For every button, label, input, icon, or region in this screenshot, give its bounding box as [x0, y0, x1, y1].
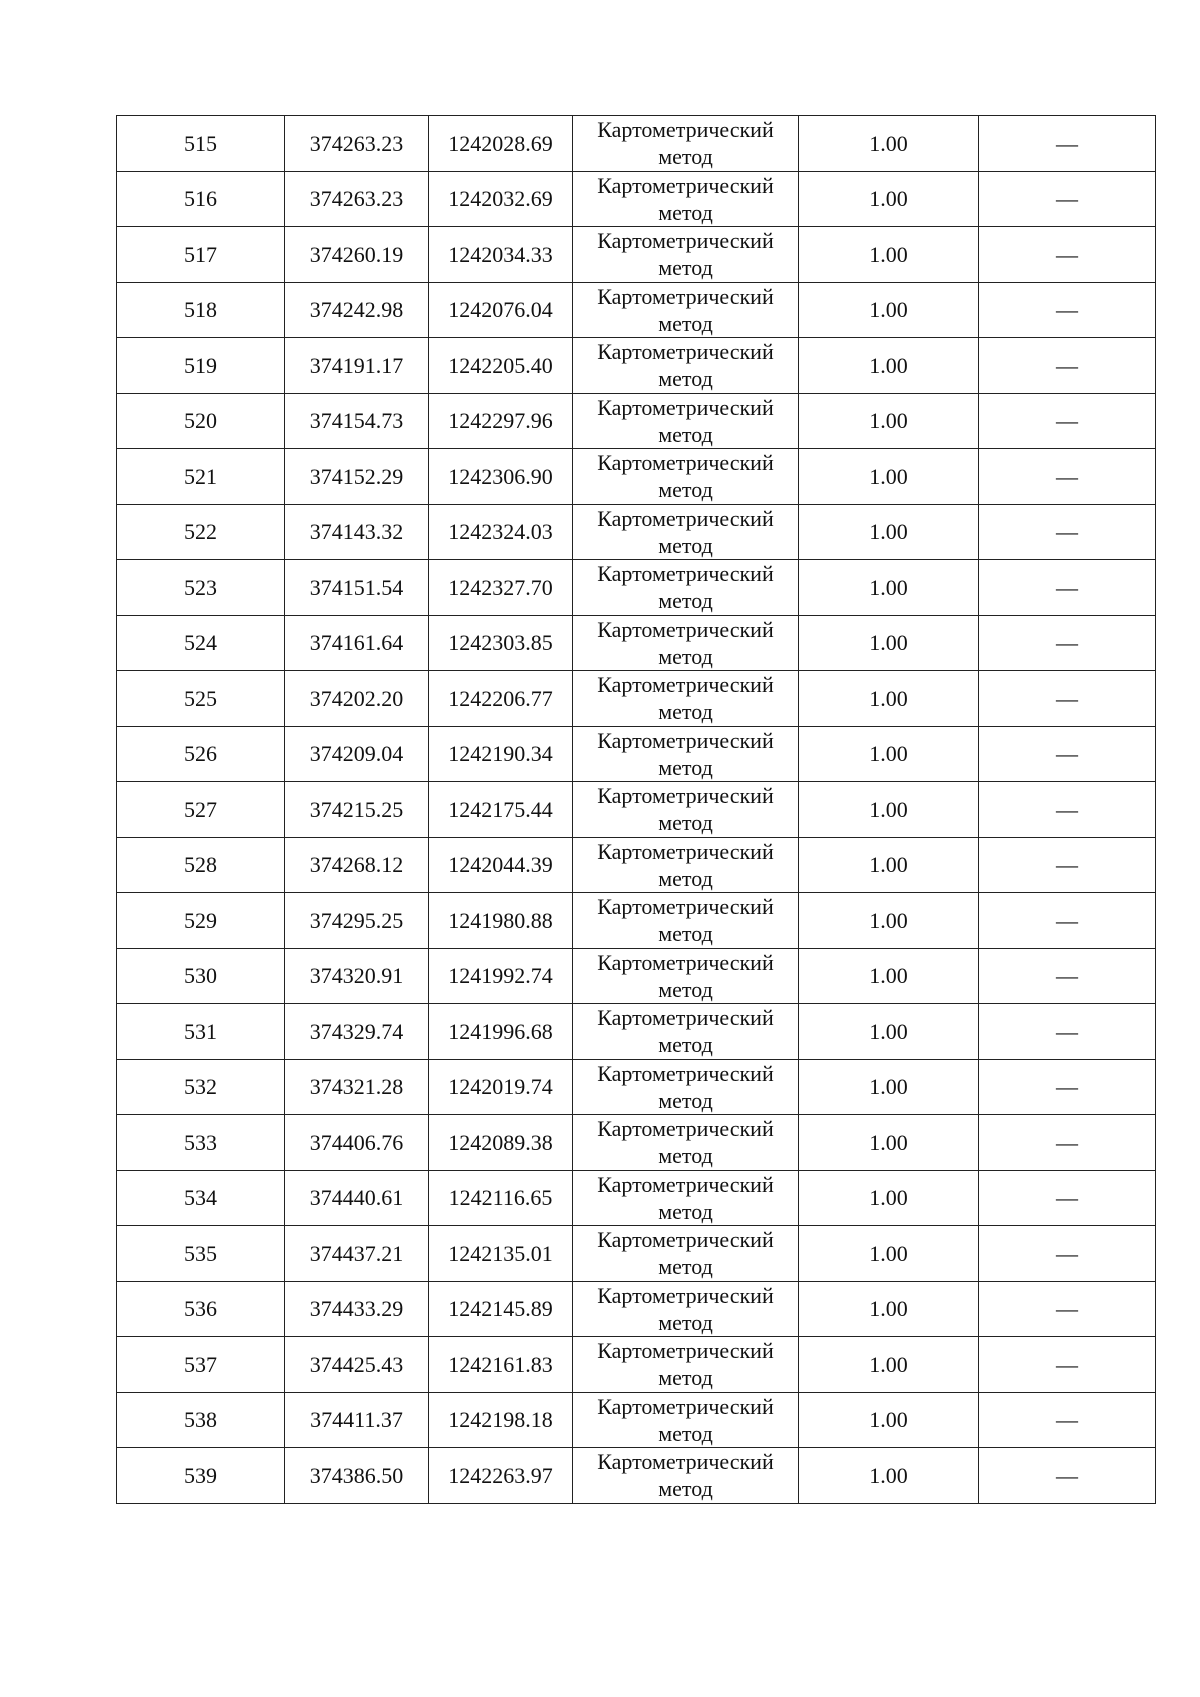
method-text-line-1: Картометрический [597, 1116, 774, 1142]
point-number-cell: 537 [117, 1337, 285, 1393]
point-number-cell: 522 [117, 504, 285, 560]
method-cell [573, 1392, 799, 1448]
accuracy-cell: 1.00 [799, 171, 979, 227]
method-text-line-2: метод [658, 255, 713, 281]
point-number-cell: 521 [117, 449, 285, 505]
method-text-line-2: метод [658, 699, 713, 725]
table-row [117, 893, 1156, 949]
method-text-line-2: метод [658, 1365, 713, 1391]
description-cell [979, 560, 1156, 616]
accuracy-cell: 1.00 [799, 615, 979, 671]
method-cell [573, 504, 799, 560]
point-number-cell: 523 [117, 560, 285, 616]
point-number-cell: 527 [117, 782, 285, 838]
y-coordinate-cell: 1242190.34 [429, 726, 573, 782]
x-coordinate-cell: 374260.19 [285, 227, 429, 283]
point-number-cell: 526 [117, 726, 285, 782]
method-text-line-1: Картометрический [597, 505, 774, 531]
accuracy-cell: 1.00 [799, 1281, 979, 1337]
y-coordinate-cell: 1242089.38 [429, 1115, 573, 1171]
description-dash: — [1056, 1240, 1078, 1266]
method-text-line-1: Картометрический [597, 394, 774, 420]
y-coordinate-cell: 1241980.88 [429, 893, 573, 949]
accuracy-cell: 1.00 [799, 726, 979, 782]
table-row [117, 615, 1156, 671]
description-dash: — [1056, 1074, 1078, 1100]
x-coordinate-cell: 374152.29 [285, 449, 429, 505]
table-row [117, 171, 1156, 227]
description-cell [979, 948, 1156, 1004]
accuracy-cell: 1.00 [799, 560, 979, 616]
table-row [117, 1115, 1156, 1171]
table-row [117, 504, 1156, 560]
description-dash: — [1056, 1462, 1078, 1488]
description-dash: — [1056, 130, 1078, 156]
point-number-cell: 525 [117, 671, 285, 727]
method-cell [573, 615, 799, 671]
description-dash: — [1056, 630, 1078, 656]
method-text-line-1: Картометрический [597, 117, 774, 143]
description-cell [979, 449, 1156, 505]
accuracy-cell: 1.00 [799, 1115, 979, 1171]
method-cell [573, 171, 799, 227]
x-coordinate-cell: 374433.29 [285, 1281, 429, 1337]
point-number-cell: 531 [117, 1004, 285, 1060]
method-text-line-2: метод [658, 643, 713, 669]
description-dash: — [1056, 685, 1078, 711]
point-number-cell: 530 [117, 948, 285, 1004]
method-cell [573, 1115, 799, 1171]
method-text-line-2: метод [658, 1309, 713, 1335]
point-number-cell: 516 [117, 171, 285, 227]
accuracy-cell: 1.00 [799, 1170, 979, 1226]
x-coordinate-cell: 374295.25 [285, 893, 429, 949]
method-text-line-1: Картометрический [597, 1227, 774, 1253]
description-dash: — [1056, 408, 1078, 434]
table-row [117, 1281, 1156, 1337]
method-text-line-1: Картометрический [597, 1060, 774, 1086]
y-coordinate-cell: 1242205.40 [429, 338, 573, 394]
table-row [117, 393, 1156, 449]
table-row [117, 1004, 1156, 1060]
description-dash: — [1056, 741, 1078, 767]
x-coordinate-cell: 374143.32 [285, 504, 429, 560]
point-number-cell: 517 [117, 227, 285, 283]
method-text-line-1: Картометрический [597, 1171, 774, 1197]
y-coordinate-cell: 1242019.74 [429, 1059, 573, 1115]
method-cell [573, 338, 799, 394]
table-row [117, 1170, 1156, 1226]
method-cell [573, 1337, 799, 1393]
x-coordinate-cell: 374151.54 [285, 560, 429, 616]
method-cell [573, 282, 799, 338]
y-coordinate-cell: 1241992.74 [429, 948, 573, 1004]
method-text-line-1: Картометрический [597, 727, 774, 753]
description-cell [979, 282, 1156, 338]
method-text-line-2: метод [658, 366, 713, 392]
description-dash: — [1056, 463, 1078, 489]
point-number-cell: 519 [117, 338, 285, 394]
method-text-line-1: Картометрический [597, 172, 774, 198]
method-text-line-2: метод [658, 810, 713, 836]
method-text-line-2: метод [658, 865, 713, 891]
accuracy-cell: 1.00 [799, 782, 979, 838]
description-cell [979, 171, 1156, 227]
point-number-cell: 534 [117, 1170, 285, 1226]
method-text-line-1: Картометрический [597, 339, 774, 365]
x-coordinate-cell: 374215.25 [285, 782, 429, 838]
accuracy-cell: 1.00 [799, 1004, 979, 1060]
y-coordinate-cell: 1242076.04 [429, 282, 573, 338]
point-number-cell: 524 [117, 615, 285, 671]
description-cell [979, 782, 1156, 838]
description-dash: — [1056, 352, 1078, 378]
coordinates-table-body [117, 116, 1156, 1504]
description-cell [979, 227, 1156, 283]
accuracy-cell: 1.00 [799, 837, 979, 893]
y-coordinate-cell: 1242034.33 [429, 227, 573, 283]
x-coordinate-cell: 374191.17 [285, 338, 429, 394]
accuracy-cell: 1.00 [799, 282, 979, 338]
y-coordinate-cell: 1242297.96 [429, 393, 573, 449]
point-number-cell: 520 [117, 393, 285, 449]
method-cell [573, 837, 799, 893]
x-coordinate-cell: 374440.61 [285, 1170, 429, 1226]
y-coordinate-cell: 1242145.89 [429, 1281, 573, 1337]
method-text-line-1: Картометрический [597, 616, 774, 642]
accuracy-cell: 1.00 [799, 1392, 979, 1448]
x-coordinate-cell: 374154.73 [285, 393, 429, 449]
method-cell [573, 782, 799, 838]
accuracy-cell: 1.00 [799, 504, 979, 560]
y-coordinate-cell: 1242206.77 [429, 671, 573, 727]
y-coordinate-cell: 1242135.01 [429, 1226, 573, 1282]
table-row [117, 1392, 1156, 1448]
y-coordinate-cell: 1242044.39 [429, 837, 573, 893]
method-text-line-1: Картометрический [597, 838, 774, 864]
accuracy-cell: 1.00 [799, 227, 979, 283]
method-text-line-1: Картометрический [597, 1005, 774, 1031]
method-text-line-2: метод [658, 1420, 713, 1446]
description-cell [979, 1281, 1156, 1337]
table-row [117, 227, 1156, 283]
description-cell [979, 1337, 1156, 1393]
description-dash: — [1056, 1407, 1078, 1433]
table-row [117, 782, 1156, 838]
y-coordinate-cell: 1242161.83 [429, 1337, 573, 1393]
table-row [117, 560, 1156, 616]
description-dash: — [1056, 574, 1078, 600]
description-dash: — [1056, 796, 1078, 822]
method-cell [573, 227, 799, 283]
method-text-line-2: метод [658, 1032, 713, 1058]
method-text-line-2: метод [658, 532, 713, 558]
point-number-cell: 533 [117, 1115, 285, 1171]
accuracy-cell: 1.00 [799, 1226, 979, 1282]
method-text-line-2: метод [658, 754, 713, 780]
accuracy-cell: 1.00 [799, 1337, 979, 1393]
method-text-line-2: метод [658, 1198, 713, 1224]
description-cell [979, 1115, 1156, 1171]
point-number-cell: 528 [117, 837, 285, 893]
point-number-cell: 536 [117, 1281, 285, 1337]
table-row [117, 1337, 1156, 1393]
method-cell [573, 560, 799, 616]
method-text-line-1: Картометрический [597, 1393, 774, 1419]
point-number-cell: 535 [117, 1226, 285, 1282]
method-text-line-1: Картометрический [597, 894, 774, 920]
method-text-line-2: метод [658, 1476, 713, 1502]
method-text-line-2: метод [658, 588, 713, 614]
x-coordinate-cell: 374386.50 [285, 1448, 429, 1504]
method-cell [573, 726, 799, 782]
description-cell [979, 338, 1156, 394]
accuracy-cell: 1.00 [799, 893, 979, 949]
method-cell [573, 893, 799, 949]
description-cell [979, 504, 1156, 560]
description-dash: — [1056, 1351, 1078, 1377]
table-row [117, 948, 1156, 1004]
point-number-cell: 518 [117, 282, 285, 338]
method-cell [573, 948, 799, 1004]
description-cell [979, 1226, 1156, 1282]
method-text-line-1: Картометрический [597, 1449, 774, 1475]
method-text-line-2: метод [658, 421, 713, 447]
table-row [117, 282, 1156, 338]
description-dash: — [1056, 186, 1078, 212]
table-row [117, 726, 1156, 782]
method-text-line-2: метод [658, 921, 713, 947]
description-dash: — [1056, 519, 1078, 545]
description-cell [979, 1004, 1156, 1060]
y-coordinate-cell: 1242327.70 [429, 560, 573, 616]
x-coordinate-cell: 374202.20 [285, 671, 429, 727]
table-row [117, 449, 1156, 505]
method-text-line-2: метод [658, 976, 713, 1002]
method-text-line-1: Картометрический [597, 228, 774, 254]
method-text-line-1: Картометрический [597, 949, 774, 975]
description-cell [979, 1170, 1156, 1226]
description-dash: — [1056, 1296, 1078, 1322]
description-cell [979, 837, 1156, 893]
method-cell [573, 1281, 799, 1337]
table-row [117, 1226, 1156, 1282]
method-text-line-2: метод [658, 1143, 713, 1169]
table-row [117, 1448, 1156, 1504]
description-dash: — [1056, 1129, 1078, 1155]
description-dash: — [1056, 241, 1078, 267]
description-dash: — [1056, 297, 1078, 323]
point-number-cell: 539 [117, 1448, 285, 1504]
y-coordinate-cell: 1242028.69 [429, 116, 573, 172]
method-text-line-1: Картометрический [597, 672, 774, 698]
description-dash: — [1056, 907, 1078, 933]
description-cell [979, 615, 1156, 671]
table-row [117, 116, 1156, 172]
x-coordinate-cell: 374263.23 [285, 171, 429, 227]
method-text-line-2: метод [658, 1087, 713, 1113]
y-coordinate-cell: 1242303.85 [429, 615, 573, 671]
point-number-cell: 538 [117, 1392, 285, 1448]
x-coordinate-cell: 374329.74 [285, 1004, 429, 1060]
table-row [117, 338, 1156, 394]
method-cell [573, 1059, 799, 1115]
x-coordinate-cell: 374425.43 [285, 1337, 429, 1393]
description-dash: — [1056, 1185, 1078, 1211]
table-row [117, 671, 1156, 727]
point-number-cell: 529 [117, 893, 285, 949]
description-dash: — [1056, 852, 1078, 878]
x-coordinate-cell: 374161.64 [285, 615, 429, 671]
accuracy-cell: 1.00 [799, 671, 979, 727]
method-text-line-1: Картометрический [597, 283, 774, 309]
description-cell [979, 726, 1156, 782]
x-coordinate-cell: 374406.76 [285, 1115, 429, 1171]
description-dash: — [1056, 963, 1078, 989]
description-cell [979, 893, 1156, 949]
table-row [117, 1059, 1156, 1115]
description-cell [979, 1448, 1156, 1504]
method-cell [573, 671, 799, 727]
method-text-line-2: метод [658, 477, 713, 503]
y-coordinate-cell: 1242175.44 [429, 782, 573, 838]
table-row [117, 837, 1156, 893]
description-cell [979, 393, 1156, 449]
accuracy-cell: 1.00 [799, 449, 979, 505]
accuracy-cell: 1.00 [799, 116, 979, 172]
method-text-line-1: Картометрический [597, 783, 774, 809]
accuracy-cell: 1.00 [799, 338, 979, 394]
method-cell [573, 449, 799, 505]
description-cell [979, 116, 1156, 172]
coordinates-table [116, 115, 1156, 1504]
method-cell [573, 1170, 799, 1226]
x-coordinate-cell: 374411.37 [285, 1392, 429, 1448]
y-coordinate-cell: 1242032.69 [429, 171, 573, 227]
description-cell [979, 1392, 1156, 1448]
description-cell [979, 1059, 1156, 1115]
y-coordinate-cell: 1242263.97 [429, 1448, 573, 1504]
x-coordinate-cell: 374321.28 [285, 1059, 429, 1115]
y-coordinate-cell: 1242324.03 [429, 504, 573, 560]
method-text-line-2: метод [658, 1254, 713, 1280]
y-coordinate-cell: 1242116.65 [429, 1170, 573, 1226]
accuracy-cell: 1.00 [799, 393, 979, 449]
y-coordinate-cell: 1242306.90 [429, 449, 573, 505]
description-cell [979, 671, 1156, 727]
accuracy-cell: 1.00 [799, 1448, 979, 1504]
x-coordinate-cell: 374437.21 [285, 1226, 429, 1282]
point-number-cell: 515 [117, 116, 285, 172]
method-text-line-2: метод [658, 144, 713, 170]
point-number-cell: 532 [117, 1059, 285, 1115]
method-cell [573, 116, 799, 172]
y-coordinate-cell: 1242198.18 [429, 1392, 573, 1448]
method-cell [573, 1004, 799, 1060]
method-cell [573, 1448, 799, 1504]
method-text-line-1: Картометрический [597, 1338, 774, 1364]
x-coordinate-cell: 374320.91 [285, 948, 429, 1004]
method-cell [573, 1226, 799, 1282]
accuracy-cell: 1.00 [799, 1059, 979, 1115]
x-coordinate-cell: 374263.23 [285, 116, 429, 172]
x-coordinate-cell: 374209.04 [285, 726, 429, 782]
accuracy-cell: 1.00 [799, 948, 979, 1004]
x-coordinate-cell: 374268.12 [285, 837, 429, 893]
method-text-line-2: метод [658, 199, 713, 225]
x-coordinate-cell: 374242.98 [285, 282, 429, 338]
y-coordinate-cell: 1241996.68 [429, 1004, 573, 1060]
method-cell [573, 393, 799, 449]
description-dash: — [1056, 1018, 1078, 1044]
method-text-line-1: Картометрический [597, 1282, 774, 1308]
method-text-line-1: Картометрический [597, 561, 774, 587]
method-text-line-1: Картометрический [597, 450, 774, 476]
method-text-line-2: метод [658, 310, 713, 336]
